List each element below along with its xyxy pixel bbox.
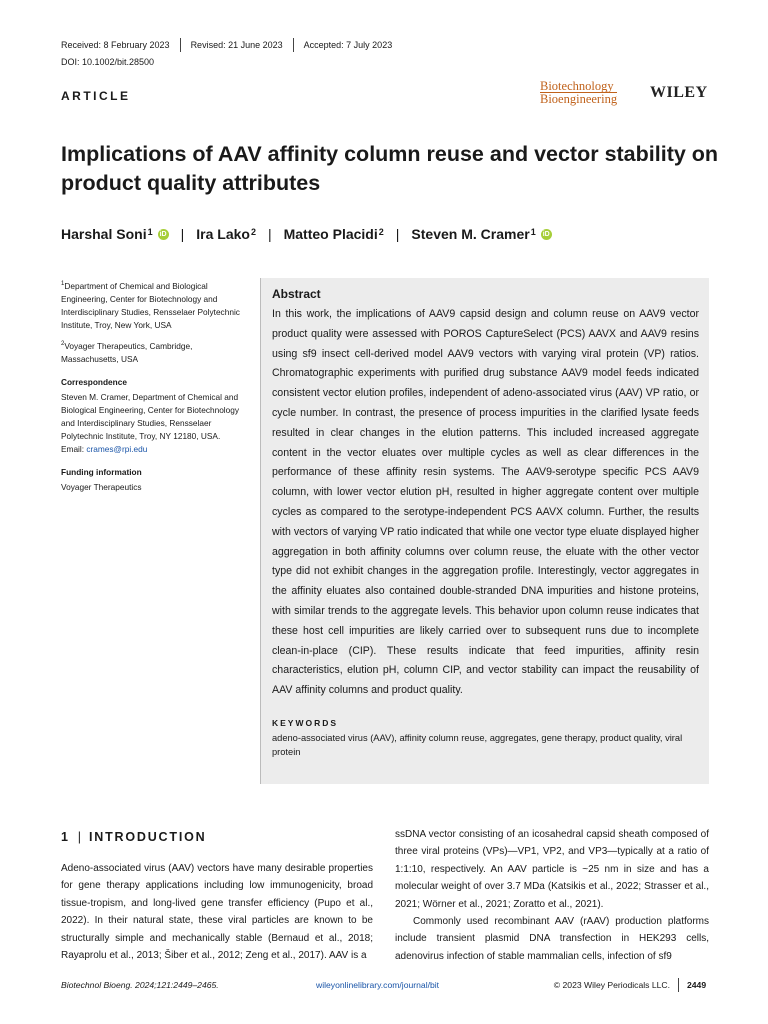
author-separator: | (267, 226, 272, 242)
affiliation-number: 2 (61, 340, 65, 347)
email-link[interactable]: crames@rpi.edu (86, 443, 148, 454)
section-title: INTRODUCTION (89, 830, 207, 844)
author[interactable] (196, 226, 256, 242)
affiliation (61, 278, 247, 332)
section-heading (61, 830, 206, 844)
abstract-heading: Abstract (272, 287, 321, 301)
body-column-right (395, 826, 709, 965)
body-column-left (61, 860, 373, 964)
keywords-text: adeno-associated virus (AAV), affinity column reuse, aggregates, gene therapy, product quality, viral protein (272, 732, 683, 757)
accepted-date: Accepted: 7 July 2023 (303, 40, 393, 50)
orcid-icon[interactable]: iD (542, 230, 550, 238)
author-list (61, 226, 552, 242)
article-title: Implications of AAV affinity column reuse and vector stability on product quality attributes (61, 142, 719, 195)
journal-logo (540, 80, 617, 105)
author-separator: | (395, 226, 400, 242)
correspondence-address: Steven M. Cramer, Department of Chemical and Biological Engineering, Center for Biotechnology and Interdisciplinary Studies, Rensselaer Polytechnic Institute, Troy, NY 12180, USA. (61, 391, 240, 441)
keywords-heading: KEYWORDS (272, 717, 339, 728)
author-affiliation-number: 1 (147, 227, 153, 237)
orcid-icon[interactable]: iD (159, 230, 167, 238)
doi[interactable]: DOI: 10.1002/bit.28500 (61, 57, 155, 67)
author[interactable] (411, 226, 551, 242)
received-date: Received: 8 February 2023 (61, 40, 170, 50)
author-affiliation-number: 2 (378, 227, 384, 237)
footer-journal-link[interactable]: wileyonlinelibrary.com/journal/bit (316, 980, 440, 990)
author[interactable] (61, 226, 169, 242)
body-paragraph: ssDNA vector consisting of an icosahedral capsid sheath composed of three viral proteins (VPs)—VP1, VP2, and VP3—typically at a ratio of 1:1:10, respectively. An AAV particle is ~25 nm in size and has a molecular weight of over 3.7 MDa (Katsikis et al., 2022; Strasser et al., 2021; Wörner et al., 2021; Zoratto et al., 2021). (395, 829, 709, 910)
author-name: Ira Lako (196, 226, 250, 242)
footer-citation: Biotechnol Bioeng. 2024;121:2449–2465. (61, 980, 219, 990)
abstract-box (260, 278, 709, 784)
affiliation-number: 1 (61, 281, 65, 287)
author[interactable] (284, 226, 384, 242)
article-dates (61, 38, 402, 52)
journal-logo-line2: Bioengineering (540, 92, 618, 106)
author-name: Matteo Placidi (283, 226, 378, 242)
funding-text: Voyager Therapeutics (61, 481, 142, 492)
author-affiliation-number: 1 (530, 227, 536, 237)
footer-copyright: © 2023 Wiley Periodicals LLC. (553, 980, 670, 990)
correspondence-heading: Correspondence (61, 376, 127, 387)
section-number: 1 (61, 830, 70, 844)
affiliation-text: Voyager Therapeutics, Cambridge, Massachusetts, USA (61, 340, 193, 364)
page-number: 2449 (687, 980, 707, 990)
journal-logo-line1: Biotechnology (540, 80, 617, 93)
article-info-sidebar (61, 278, 247, 500)
author-name: Harshal Soni (61, 226, 147, 242)
correspondence-text (61, 391, 247, 456)
body-paragraph: Adeno-associated virus (AAV) vectors have many desirable properties for gene therapy applications including low immunogenicity, broad tissue-tropism, and long-lived gene transfer efficiency (Pupo et al., 2022). In their natural state, these viral particles are known to be structurally simple and mechanically stable (Bernaud et al., 2018; Rayaprolu et al., 2013; Šiber et al., 2012; Zeng et al., 2017). AAV is a (61, 863, 373, 962)
email-label: Email: (61, 443, 87, 454)
abstract-text: In this work, the implications of AAV9 capsid design and column reuse on AAV9 vector product quality were assessed with POROS CaptureSelect (PCS) AAVX and AAV9 resins using sf9 insect cell-derived model AAV9 vectors with varying viral protein (VP) ratios. Chromatographic experiments with purified drug substance AAV9 model feeds indicated consistent vector elution profiles, independent of adeno-associated virus (AAV) VP ratio, or cycle number. In contrast, the presence of process impurities in the clarified lysate feeds resulted in clear changes in the elution patterns. This included increased aggregate content in the vector eluates over multiple cycles as well as clear differences in the performance of these affinity resin systems. The AAV9-serotype specific PCS AAV9 column, with lower vector elution pH, resulted in higher aggregate content over multiple cycles as compared to the serotype-independent PCS AAVX column. Further, the results with vectors of varying VP ratio indicated that while one vector type eluate displayed higher aggregation in both affinity columns over column reuse, the eluate with the other vector type did not exhibit changes in the aggregation profile. Interestingly, vector aggregates in the affinity eluates also contained double-stranded DNA impurities and histone proteins, with similar trends to the aggregate levels. This behavior upon column reuse indicates that these host cell impurities are likely carried over to subsequent runs due to incomplete clean-in-place (CIP). These results indicate that feed impurities, affinity resin characteristics, elution pH, column CIP, and vector stability can impact the reusability of AAV affinity columns and product quality. (272, 308, 699, 697)
body-paragraph: Commonly used recombinant AAV (rAAV) production platforms include transient plasmid DNA transfection in HEK293 cells, adenovirus infection of stable mammalian cells, infection of sf9 (395, 916, 709, 962)
funding-heading: Funding information (61, 466, 142, 477)
article-type-label: ARTICLE (61, 89, 131, 103)
section-separator: | (77, 830, 82, 844)
publisher-logo: WILEY (650, 84, 708, 101)
revised-date: Revised: 21 June 2023 (190, 40, 283, 50)
affiliation (61, 338, 247, 366)
affiliation-text: Department of Chemical and Biological Engineering, Center for Biotechnology and Interdisciplinary Studies, Rensselaer Polytechnic Institute, Troy, New York, USA (61, 280, 240, 330)
page-footer (61, 978, 709, 992)
author-affiliation-number: 2 (250, 227, 256, 237)
author-name: Steven M. Cramer (411, 226, 530, 242)
author-separator: | (180, 226, 185, 242)
